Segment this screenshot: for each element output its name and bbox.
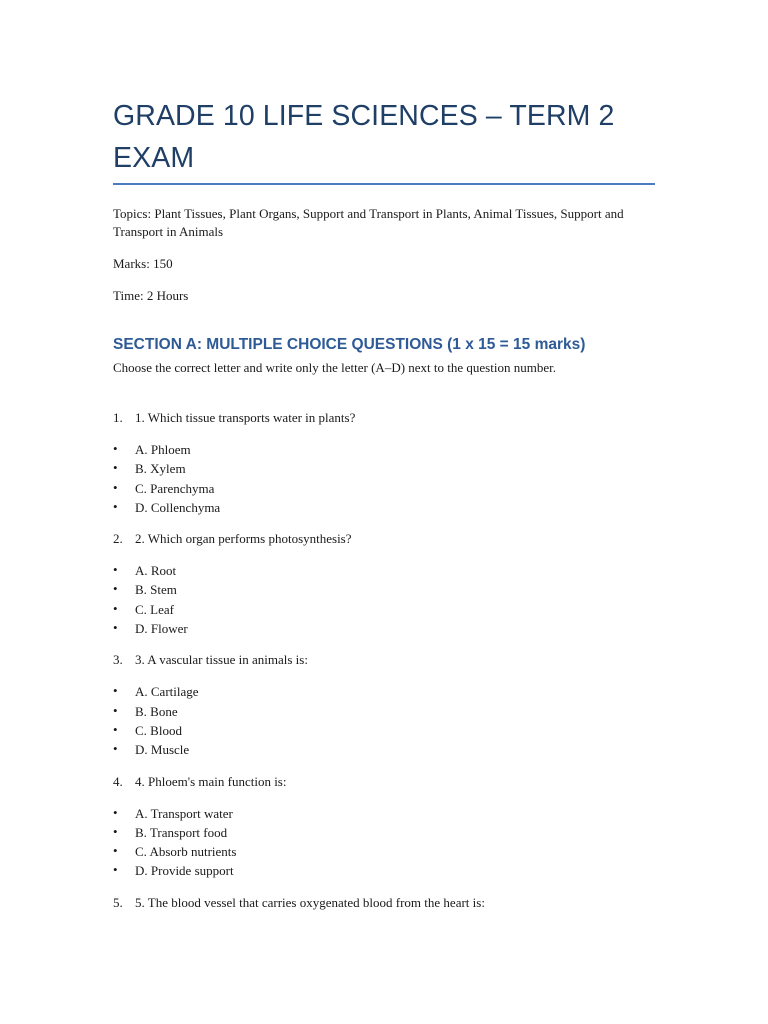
option-text: C. Absorb nutrients xyxy=(135,844,237,860)
question-number: 4. xyxy=(113,773,123,789)
option-text: A. Cartilage xyxy=(135,684,199,700)
option-item xyxy=(113,861,655,880)
option-item xyxy=(113,440,655,459)
question-2 xyxy=(113,530,655,548)
option-text: D. Flower xyxy=(135,621,188,637)
bullet-icon: • xyxy=(113,460,118,476)
bullet-icon: • xyxy=(113,581,118,597)
question-number: 3. xyxy=(113,652,123,668)
option-text: A. Transport water xyxy=(135,805,233,821)
bullet-icon: • xyxy=(113,804,118,820)
exam-document xyxy=(113,95,655,912)
question-4 xyxy=(113,773,655,791)
bullet-icon: • xyxy=(113,823,118,839)
option-item xyxy=(113,721,655,740)
option-item xyxy=(113,580,655,599)
question-text: 2. Which organ performs photosynthesis? xyxy=(135,531,352,547)
question-4-options xyxy=(113,804,655,881)
question-number: 1. xyxy=(113,410,123,425)
option-item xyxy=(113,842,655,861)
bullet-icon: • xyxy=(113,620,118,636)
question-number: 2. xyxy=(113,531,123,547)
option-text: C. Blood xyxy=(135,722,182,738)
bullet-icon: • xyxy=(113,600,118,616)
option-text: A. Root xyxy=(135,563,177,579)
bullet-icon: • xyxy=(113,683,118,699)
option-item xyxy=(113,804,655,823)
bullet-icon: • xyxy=(113,702,118,718)
option-text: D. Muscle xyxy=(135,742,190,758)
topics-line: Topics: Plant Tissues, Plant Organs, Support and Transport in Plants, Animal Tissues, Support and Transport in Animals xyxy=(113,206,624,239)
question-2-options xyxy=(113,561,655,638)
page-title: GRADE 10 LIFE SCIENCES – TERM 2 EXAM xyxy=(113,100,615,174)
option-text: A. Phloem xyxy=(135,442,191,457)
time-line: Time: 2 Hours xyxy=(113,288,189,303)
section-a-instruction: Choose the correct letter and write only the letter (A–D) next to the question number. xyxy=(113,360,556,375)
question-text: 4. Phloem's main function is: xyxy=(135,773,287,789)
option-item xyxy=(113,498,655,517)
option-text: D. Collenchyma xyxy=(135,499,221,515)
bullet-icon: • xyxy=(113,562,118,578)
option-item xyxy=(113,561,655,580)
option-text: B. Xylem xyxy=(135,461,186,477)
bullet-icon: • xyxy=(113,862,118,878)
bullet-icon: • xyxy=(113,441,118,456)
section-a-heading: SECTION A: MULTIPLE CHOICE QUESTIONS (1 x 15 = 15 marks) xyxy=(113,336,586,353)
option-item xyxy=(113,702,655,721)
option-text: C. Leaf xyxy=(135,601,174,617)
option-item xyxy=(113,682,655,701)
question-text: 3. A vascular tissue in animals is: xyxy=(135,652,308,668)
bullet-icon: • xyxy=(113,741,118,757)
option-item xyxy=(113,459,655,478)
question-number: 5. xyxy=(113,894,123,910)
title-underline xyxy=(113,183,655,185)
option-item xyxy=(113,823,655,842)
marks-line: Marks: 150 xyxy=(113,256,173,271)
question-text: 1. Which tissue transports water in plants? xyxy=(135,410,356,425)
option-item xyxy=(113,740,655,759)
question-3-options xyxy=(113,682,655,759)
option-text: D. Provide support xyxy=(135,863,234,879)
bullet-icon: • xyxy=(113,498,118,514)
option-text: B. Stem xyxy=(135,582,177,598)
option-item xyxy=(113,600,655,619)
question-1-options xyxy=(113,440,655,517)
bullet-icon: • xyxy=(113,479,118,495)
option-text: B. Bone xyxy=(135,703,178,719)
question-list xyxy=(113,409,655,912)
question-5 xyxy=(113,894,655,912)
option-item xyxy=(113,479,655,498)
option-text: C. Parenchyma xyxy=(135,480,215,496)
bullet-icon: • xyxy=(113,843,118,859)
question-text: 5. The blood vessel that carries oxygenated blood from the heart is: xyxy=(135,894,485,910)
question-3 xyxy=(113,651,655,669)
option-item xyxy=(113,619,655,638)
option-text: B. Transport food xyxy=(135,824,228,840)
bullet-icon: • xyxy=(113,721,118,737)
question-1 xyxy=(113,409,655,427)
